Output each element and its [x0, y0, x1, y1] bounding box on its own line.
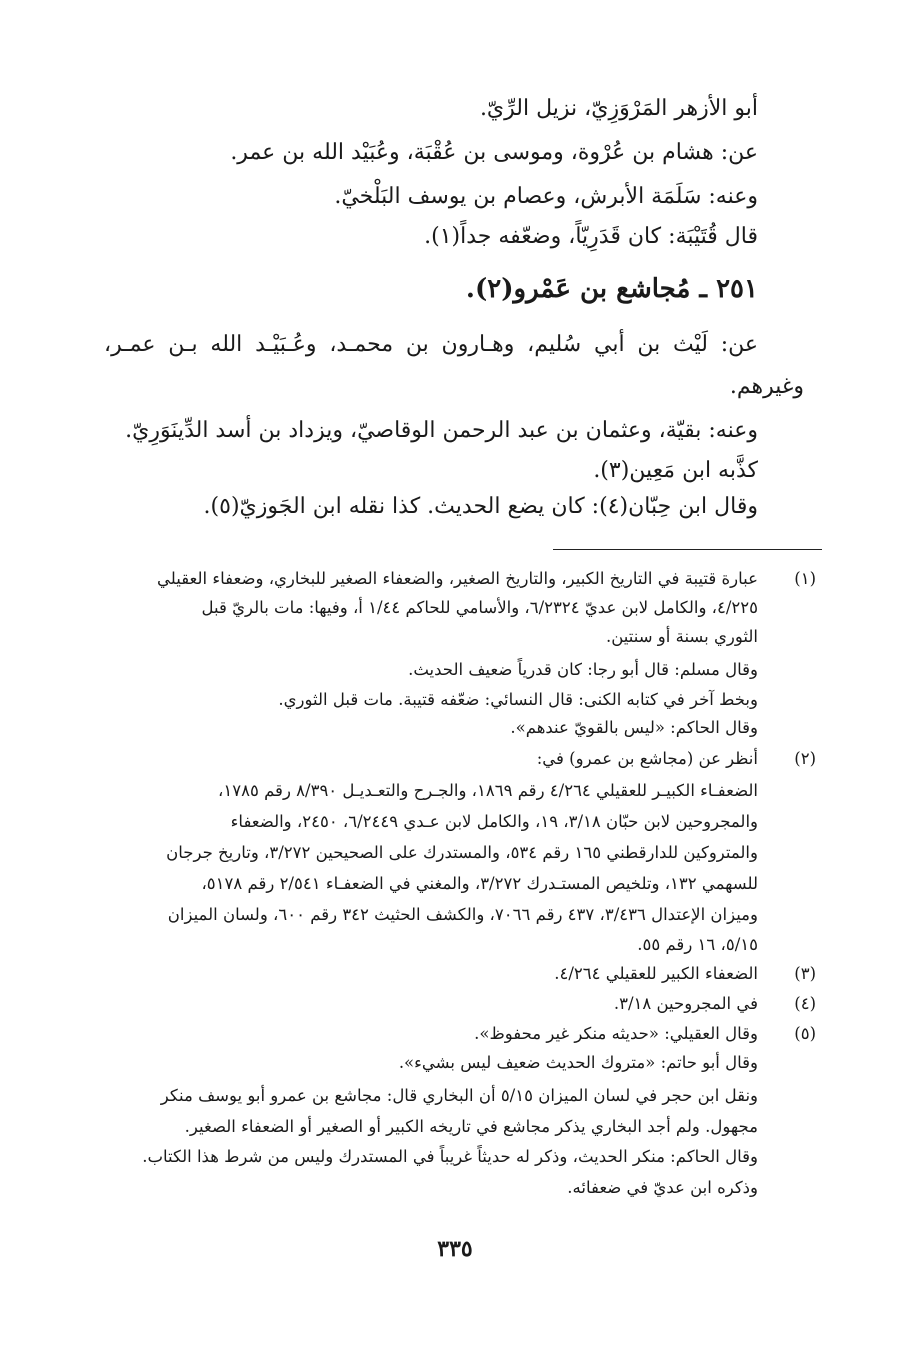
footnote-line: وقال الحاكم: منكر الحديث، وذكر له حديثاً غريباً في المستدرك وليس من شرط هذا الكتاب.	[142, 1147, 758, 1166]
footnote-separator	[553, 549, 822, 550]
entry-line: وقال ابن حِبّان(٤): كان يضع الحديث. كذا نقله ابن الجَوزيّ(٥).	[203, 494, 758, 519]
entry-line: عن: لَيْث بن أبي سُليم، وهـارون بن محمـد، وعُـبَيْـد الله بـن عمـر،	[104, 332, 758, 357]
entry-line: وعنه: بقيّة، وعثمان بن عبد الرحمن الوقاصيّ، ويزداد بن أسد الدِّينَوَرِيّ.	[125, 418, 758, 443]
footnote-line: أنظر عن (مجاشع بن عمرو) في:	[536, 749, 758, 768]
body-line: أبو الأزهر المَرْوَزِيّ، نزيل الرِّيّ.	[479, 96, 758, 121]
footnote-line: الثوري بسنة أو سنتين.	[606, 627, 758, 646]
footnote-line: والمتروكين للدارقطني ١٦٥ رقم ٥٣٤، والمستدرك على الصحيحين ٣/٢٧٢، وتاريخ جرجان	[166, 843, 758, 862]
page-number: ٣٣٥	[437, 1236, 473, 1262]
footnote-line: مجهول. ولم أجد البخاري يذكر مجاشع في تاريخه الكبير أو الصغير أو الضعفاء الصغير.	[184, 1117, 758, 1136]
footnote-line: ٥/١٥، ١٦ رقم ٥٥.	[637, 935, 758, 954]
footnote-marker: (١)	[794, 569, 816, 588]
footnote-line: عبارة قتيبة في التاريخ الكبير، والتاريخ الصغير، والضعفاء الصغير للبخاري، وضعفاء العقيلي	[157, 569, 758, 588]
footnote-line: ٤/٢٢٥، والكامل لابن عديّ ٦/٢٣٢٤، والأسامي للحاكم ١/٤٤ أ، وفيها: مات بالريّ قبل	[201, 598, 758, 617]
footnote-marker: (٣)	[794, 964, 816, 983]
entry-line: وغيرهم.	[729, 374, 804, 399]
footnote-line: وذكره ابن عديّ في ضعفائه.	[567, 1178, 758, 1197]
footnote-line: وميزان الإعتدال ٣/٤٣٦، ٤٣٧ رقم ٧٠٦٦، والكشف الحثيث ٣٤٢ رقم ٦٠٠، ولسان الميزان	[167, 905, 758, 924]
footnote-marker: (٢)	[794, 749, 816, 768]
footnote-line: وقال الحاكم: «ليس بالقويّ عندهم».	[510, 718, 758, 737]
footnote-line: وقال مسلم: قال أبو رجا: كان قدرياً ضعيف الحديث.	[408, 660, 758, 679]
footnote-line: وقال العقيلي: «حديثه منكر غير محفوظ».	[474, 1024, 758, 1043]
footnote-line: للسهمي ١٣٢، وتلخيص المستـدرك ٣/٢٧٢، والمغني في الضعفـاء ٢/٥٤١ رقم ٥١٧٨،	[201, 874, 758, 893]
body-line: عن: هشام بن عُرْوة، وموسى بن عُقْبَة، وعُبَيْد الله بن عمر.	[230, 140, 758, 165]
footnote-marker: (٤)	[794, 994, 816, 1013]
footnote-line: وبخط آخر في كتابه الكنى: قال النسائي: ضعّفه قتيبة. مات قبل الثوري.	[278, 690, 758, 709]
footnote-marker: (٥)	[794, 1024, 816, 1043]
body-line: وعنه: سَلَمَة الأبرش، وعصام بن يوسف البَلْخيّ.	[334, 184, 758, 209]
footnote-line: الضعفاء الكبير للعقيلي ٤/٢٦٤.	[554, 964, 758, 983]
entry-line: كذَّبه ابن مَعِين(٣).	[593, 458, 758, 483]
body-line: قال قُتَيْبَة: كان قَدَرِيّاً، وضعّفه جداً(١).	[424, 224, 758, 249]
footnote-line: في المجروحين ٣/١٨.	[613, 994, 758, 1013]
footnote-line: ونقل ابن حجر في لسان الميزان ٥/١٥ أن البخاري قال: مجاشع بن عمرو أبو يوسف منكر	[160, 1086, 758, 1105]
entry-heading: ٢٥١ ـ مُجاشع بن عَمْرو(٢).	[465, 274, 758, 304]
footnote-line: وقال أبو حاتم: «متروك الحديث ضعيف ليس بشيء».	[398, 1053, 758, 1072]
footnote-line: والمجروحين لابن حبّان ٣/١٨، ١٩، والكامل لابن عـدي ٦/٢٤٤٩، ٢٤٥٠، والضعفاء	[230, 812, 758, 831]
footnote-line: الضعفـاء الكبيـر للعقيلي ٤/٢٦٤ رقم ١٨٦٩، والجـرح والتعـديـل ٨/٣٩٠ رقم ١٧٨٥،	[218, 781, 758, 800]
